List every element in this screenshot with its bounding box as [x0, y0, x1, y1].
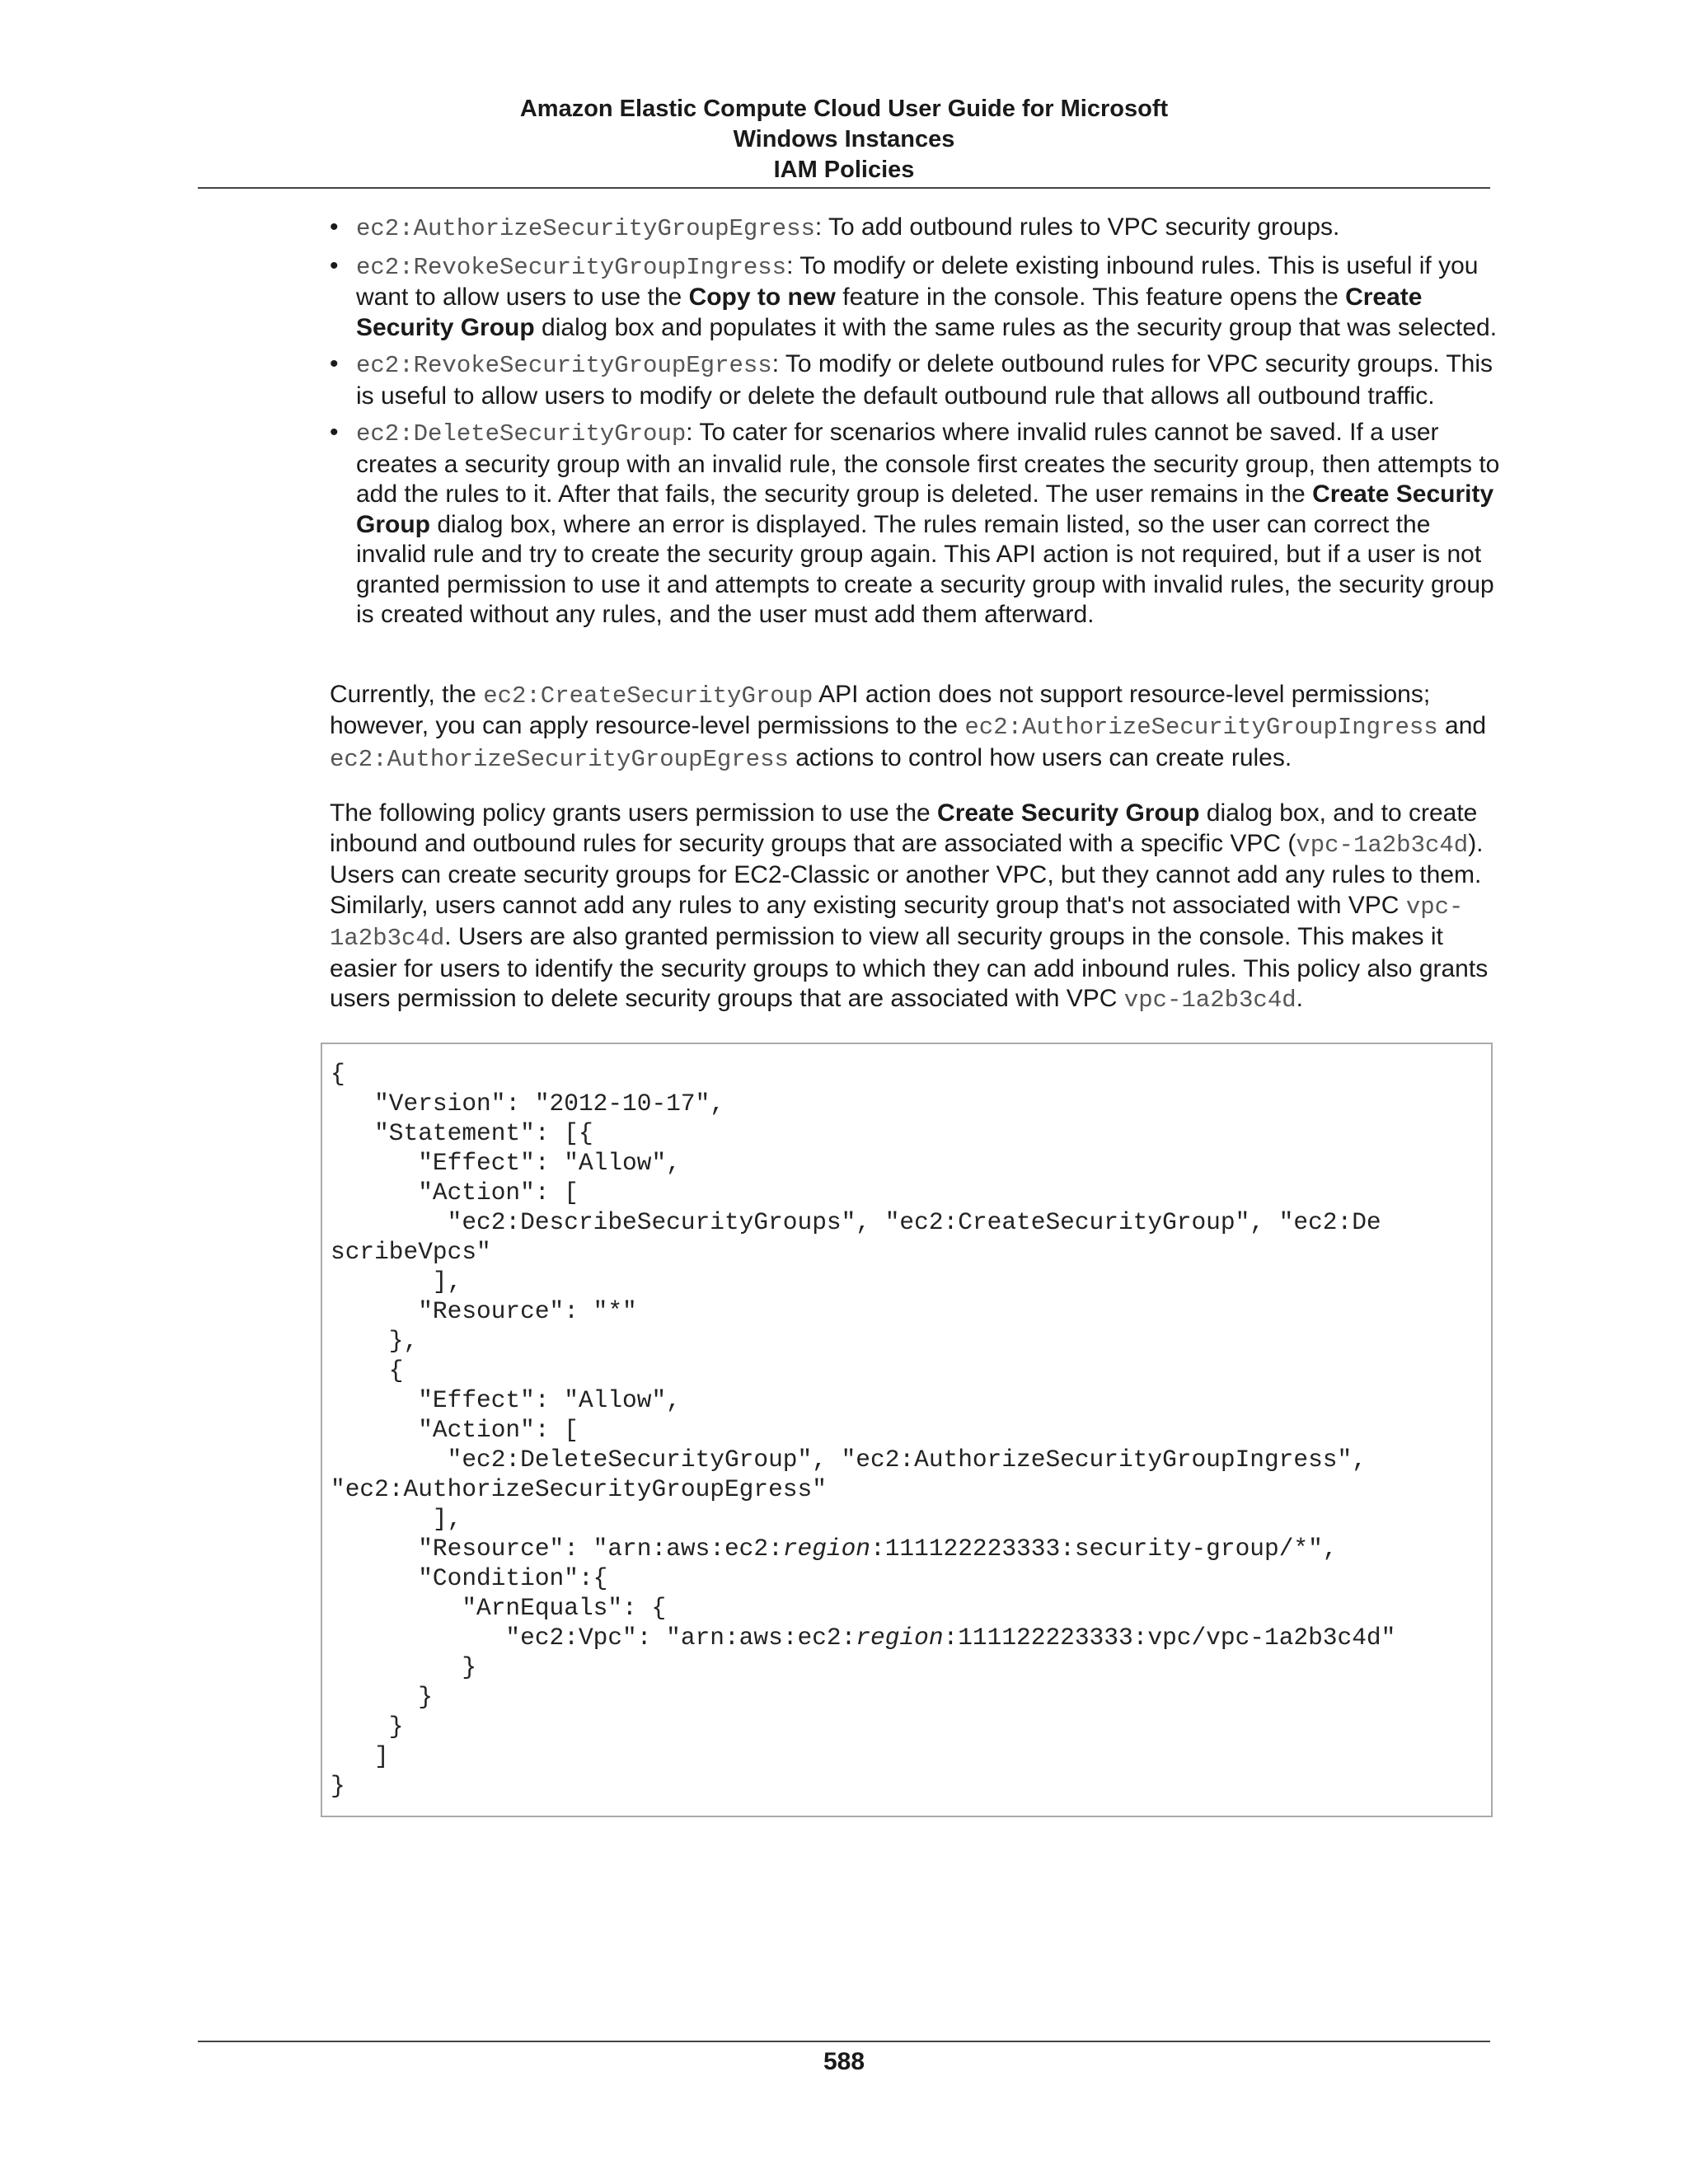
code-line: "Statement": [{	[331, 1119, 593, 1147]
code-line: {	[331, 1060, 345, 1088]
ui-term-bold: Create Security Group	[937, 799, 1200, 827]
code-line: }	[331, 1713, 404, 1741]
list-item-text: dialog box and populates it with the same rules as the security group that was selected.	[534, 313, 1498, 341]
paragraph-text: The following policy grants users permission to use the	[330, 799, 938, 827]
code-line: "ec2:AuthorizeSecurityGroupEgress"	[331, 1475, 827, 1503]
paragraph-text: actions to control how users can create rules.	[788, 743, 1292, 771]
code-line: "Action": [	[331, 1179, 579, 1207]
list-item-text: : To modify or delete existing inbound rules. This is useful if you want to allow users to use the	[356, 251, 1479, 311]
code-placeholder: region	[782, 1535, 871, 1563]
ui-term-bold: Create Security Group	[356, 480, 1494, 538]
paragraph-text: dialog box, and to create inbound and outbound rules for security groups that are associated with a specific VPC (	[330, 799, 1478, 857]
code-line: },	[331, 1327, 419, 1355]
paragraph-resource-permissions	[330, 680, 1500, 776]
code-line: }	[331, 1653, 477, 1681]
bullet-icon: •	[330, 251, 339, 279]
code-line: "ArnEquals": {	[331, 1594, 667, 1622]
list-item-text: : To add outbound rules to VPC security groups.	[814, 213, 1340, 241]
code-line: ],	[331, 1268, 462, 1296]
policy-json	[331, 1059, 1395, 1801]
api-action-code: ec2:RevokeSecurityGroupEgress	[356, 352, 772, 379]
inline-code: vpc-1a2b3c4d	[1296, 831, 1469, 859]
code-line: "Resource": "*"	[331, 1297, 637, 1325]
paragraph-text: API action does not support resource-level permissions; however, you can apply resource-level permissions to the	[330, 680, 1431, 739]
code-line: {	[331, 1357, 404, 1385]
header-section-title: IAM Policies	[773, 157, 915, 183]
paragraph-text: . Users are also granted permission to view all security groups in the console. This makes it easier for users to identify the security groups to which they can add inbound rules. This policy also grants users permission to delete security groups that are associated with VPC	[330, 923, 1489, 1012]
permission-list	[330, 213, 1500, 630]
code-line: }	[331, 1772, 345, 1800]
paragraph-text: .	[1296, 985, 1303, 1012]
list-item-text: dialog box, where an error is displayed. The rules remain listed, so the user can correct the invalid rule and try to create the security group again. This API action is not required, but if a user is not granted permission to use it and attempts to create a security group with invalid rules, the security group is created without any rules, and the user must add them afterward.	[356, 510, 1494, 628]
list-item	[330, 418, 1500, 630]
inline-code: ec2:AuthorizeSecurityGroupIngress	[964, 714, 1438, 741]
header-title-line-2: Windows Instances	[733, 126, 955, 152]
api-action-code: ec2:AuthorizeSecurityGroupEgress	[356, 215, 815, 242]
paragraph-policy-description	[330, 799, 1500, 1016]
ui-term-bold: Copy to new	[688, 284, 836, 311]
paragraph-text: and	[1437, 712, 1487, 739]
inline-code: ec2:CreateSecurityGroup	[483, 682, 814, 710]
list-item-text: feature in the console. This feature opens the	[835, 284, 1346, 311]
code-placeholder: region	[856, 1624, 944, 1652]
code-line: "Effect": "Allow",	[331, 1149, 681, 1177]
main-content	[330, 213, 1500, 1016]
page-header	[198, 94, 1490, 185]
list-item	[330, 213, 1500, 245]
footer-divider	[198, 2041, 1490, 2042]
api-action-code: ec2:RevokeSecurityGroupIngress	[356, 253, 787, 281]
bullet-icon: •	[330, 419, 339, 446]
list-item	[330, 349, 1500, 411]
code-line: }	[331, 1683, 433, 1711]
paragraph-text: Currently, the	[330, 680, 484, 708]
inline-code: vpc-1a2b3c4d	[1123, 987, 1296, 1014]
code-line: scribeVpcs"	[331, 1238, 491, 1266]
list-item	[330, 251, 1500, 344]
header-title-line-1: Amazon Elastic Compute Cloud User Guide for Microsoft	[519, 96, 1169, 122]
page-number: 588	[823, 2048, 865, 2075]
code-line: "Condition":{	[331, 1564, 608, 1592]
code-line: "Effect": "Allow",	[331, 1386, 681, 1414]
code-line: "Resource": "arn:aws:ec2:	[331, 1535, 783, 1563]
code-line: "Action": [	[331, 1416, 579, 1444]
code-line: "ec2:DescribeSecurityGroups", "ec2:CreateSecurityGroup", "ec2:De	[331, 1208, 1381, 1236]
header-divider	[198, 187, 1490, 189]
bullet-icon: •	[330, 213, 339, 241]
inline-code: ec2:AuthorizeSecurityGroupEgress	[330, 745, 789, 773]
code-line: "ec2:Vpc": "arn:aws:ec2:	[331, 1624, 856, 1652]
list-item-text: : To cater for scenarios where invalid rules cannot be saved. If a user creates a security group with an invalid rule, the console first creates the security group, then attempts to add the rules to it. After that fails, the security group is deleted. The user remains in the	[356, 419, 1500, 508]
api-action-code: ec2:DeleteSecurityGroup	[356, 420, 687, 448]
ui-term-bold: Create Security Group	[356, 284, 1423, 341]
inline-code: vpc-1a2b3c4d	[330, 893, 1464, 952]
code-line: ]	[331, 1742, 389, 1770]
bullet-icon: •	[330, 350, 339, 377]
code-line: "ec2:DeleteSecurityGroup", "ec2:AuthorizeSecurityGroupIngress",	[331, 1446, 1367, 1474]
policy-code-block	[321, 1043, 1493, 1817]
code-line: :111122223333:vpc/vpc-1a2b3c4d"	[943, 1624, 1396, 1652]
code-line: "Version": "2012-10-17",	[331, 1090, 724, 1118]
paragraph-text: ). Users can create security groups for EC2-Classic or another VPC, but they cannot add any rules to them. Similarly, users cannot add any rules to any existing security group that's not associated with VPC	[330, 829, 1484, 919]
code-line: :111122223333:security-group/*",	[870, 1535, 1338, 1563]
list-item-text: : To modify or delete outbound rules for VPC security groups. This is useful to allow users to modify or delete the default outbound rule that allows all outbound traffic.	[356, 350, 1493, 410]
code-line: ],	[331, 1505, 462, 1533]
